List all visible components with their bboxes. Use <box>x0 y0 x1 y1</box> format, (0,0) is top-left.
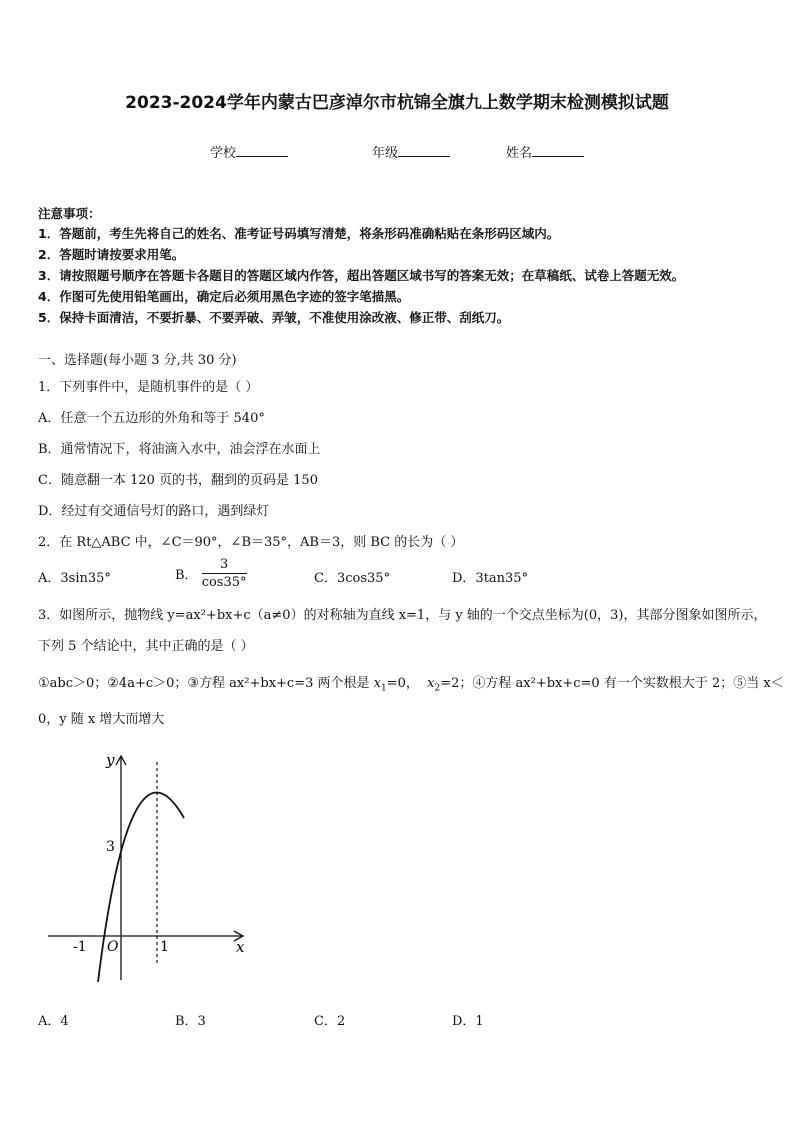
parabola-graph <box>38 748 258 988</box>
x2-var: x <box>427 676 435 691</box>
q2-option-c[interactable]: C．3cos35° <box>314 571 391 586</box>
q2-option-a[interactable]: A．3sin35° <box>38 571 111 586</box>
q3-option-d[interactable]: D．1 <box>452 1014 484 1029</box>
q3-cond-part-b: =2；④方程 ax²+bx+c=0 有一个实数根大于 2；⑤当 x＜ <box>440 676 784 691</box>
q1-option-d[interactable]: D．经过有交通信号灯的路口，遇到绿灯 <box>38 504 270 519</box>
school-blank[interactable] <box>236 144 288 157</box>
note-item: 1．答题前，考生先将自己的姓名、准考证号码填写清楚，将条形码准确粘贴在条形码区域内。 <box>38 226 560 241</box>
q3-conditions-line2: 0，y 随 x 增大而增大 <box>38 712 165 727</box>
q2-option-b-fraction <box>202 556 247 591</box>
q3-option-c[interactable]: C．2 <box>314 1014 346 1029</box>
note-item: 3．请按照题号顺序在答题卡各题目的答题区域内作答，超出答题区域书写的答案无效；在草稿纸、试卷上答题无效。 <box>38 268 685 283</box>
x1-subscript: 1 <box>380 683 387 694</box>
q3-option-b[interactable]: B．3 <box>175 1014 206 1029</box>
section-heading: 一、选择题(每小题 3 分,共 30 分) <box>38 353 237 368</box>
fraction-numerator: 3 <box>202 556 247 574</box>
name-field <box>506 142 584 161</box>
grade-blank[interactable] <box>398 144 450 157</box>
origin-label: O <box>107 939 119 955</box>
note-item: 2．答题时请按要求用笔。 <box>38 247 185 262</box>
q1-stem: 1．下列事件中，是随机事件的是（ ） <box>38 380 259 395</box>
school-field <box>210 142 288 161</box>
x1-value: =0， <box>386 676 419 691</box>
q2-option-b-label: B． <box>175 568 198 583</box>
q2-option-d[interactable]: D．3tan35° <box>452 571 529 586</box>
tick-label-1: 1 <box>160 939 169 955</box>
q1-option-a[interactable]: A．任意一个五边形的外角和等于 540° <box>38 411 265 426</box>
x2-subscript: 2 <box>434 683 441 694</box>
note-item: 5．保持卡面清洁，不要折暴、不要弄破、弄皱，不准使用涂改液、修正带、刮纸刀。 <box>38 310 510 325</box>
q1-option-b[interactable]: B．通常情况下，将油滴入水中，油会浮在水面上 <box>38 442 321 457</box>
notes-title: 注意事项： <box>38 206 101 221</box>
note-item: 4．作图可先使用铅笔画出，确定后必须用黑色字迹的签字笔描黑。 <box>38 289 410 304</box>
q2-option-b[interactable] <box>175 556 247 591</box>
q2-stem: 2．在 Rt△ABC 中，∠C＝90°，∠B＝35°，AB＝3，则 BC 的长为（ ） <box>38 535 464 550</box>
name-blank[interactable] <box>532 144 584 157</box>
q3-option-a[interactable]: A．4 <box>38 1014 69 1029</box>
x-axis-label: x <box>236 938 245 956</box>
tick-label-minus1: -1 <box>73 939 87 955</box>
q3-cond-part-a: ①abc＞0；②4a+c＞0；③方程 ax²+bx+c=3 两个根是 <box>38 676 374 691</box>
fraction-denominator: cos35° <box>201 575 247 590</box>
tick-label-3: 3 <box>106 839 115 855</box>
x1-var: x <box>373 676 381 691</box>
grade-label: 年级 <box>372 146 399 161</box>
page-title: 2023-2024学年内蒙古巴彦淖尔市杭锦全旗九上数学期末检测模拟试题 <box>125 93 669 113</box>
q1-option-c[interactable]: C．随意翻一本 120 页的书，翻到的页码是 150 <box>38 473 318 488</box>
q3-stem-line1: 3．如图所示，抛物线 y=ax²+bx+c（a≠0）的对称轴为直线 x=1，与 y 轴的一个交点坐标为(0，3)，其部分图象如图所示， <box>38 608 767 623</box>
q3-conditions-line1 <box>38 672 784 694</box>
y-axis-label: y <box>106 751 115 769</box>
name-label: 姓名 <box>506 146 533 161</box>
school-label: 学校 <box>210 146 237 161</box>
grade-field <box>372 142 450 161</box>
q3-stem-line2: 下列 5 个结论中，其中正确的是（ ） <box>38 639 254 654</box>
